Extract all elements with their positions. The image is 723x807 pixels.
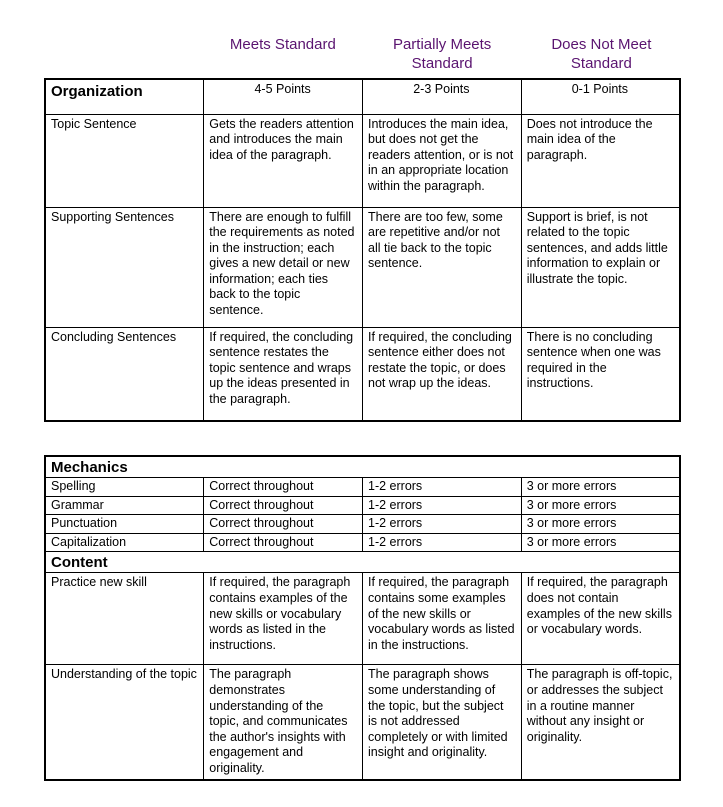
organization-table: [44, 78, 681, 422]
table-row-spelling: [45, 478, 680, 497]
rubric-cell-meets: If required, the paragraph contains examples of the new skills or vocabulary words as listed in the instructions.: [204, 573, 363, 665]
points-cell-does-not: 0-1 Points: [521, 79, 680, 114]
rubric-cell-partially: 1-2 errors: [363, 496, 522, 515]
rubric-cell-meets: Correct throughout: [204, 496, 363, 515]
table-row-content-header: [45, 552, 680, 573]
table-row-organization: [45, 79, 680, 114]
rubric-cell-does-not: 3 or more errors: [521, 533, 680, 552]
criterion-cell: Grammar: [45, 496, 204, 515]
rubric-cell-does-not: Support is brief, is not related to the topic sentences, and adds little information to explain or illustrate the topic.: [521, 207, 680, 327]
criterion-cell: Punctuation: [45, 515, 204, 534]
rubric-cell-partially: 1-2 errors: [363, 478, 522, 497]
points-cell-meets: 4-5 Points: [204, 79, 363, 114]
table-row-practice-new-skill: [45, 573, 680, 665]
table-row-concluding-sentences: [45, 327, 680, 421]
rubric-cell-meets: The paragraph demonstrates understanding of the topic, and communicates the author's insights with engagement and originality.: [204, 665, 363, 780]
rubric-cell-meets: If required, the concluding sentence restates the topic sentence and wraps up the ideas presented in the paragraph.: [204, 327, 363, 421]
rubric-cell-does-not: 3 or more errors: [521, 478, 680, 497]
rubric-cell-partially: There are too few, some are repetitive and/or not all tie back to the topic sentence.: [363, 207, 522, 327]
section-label-organization: Organization: [45, 79, 204, 114]
rubric-cell-partially: 1-2 errors: [363, 533, 522, 552]
table-row-understanding-of-topic: [45, 665, 680, 780]
section-label-mechanics: Mechanics: [45, 456, 680, 478]
table-row-supporting-sentences: [45, 207, 680, 327]
rubric-cell-does-not: 3 or more errors: [521, 515, 680, 534]
criterion-cell: Supporting Sentences: [45, 207, 204, 327]
rubric-cell-meets: Correct throughout: [204, 478, 363, 497]
criterion-cell: Practice new skill: [45, 573, 204, 665]
column-header-does-not-meet-standard: Does Not Meet Standard: [551, 36, 652, 72]
rubric-cell-does-not: There is no concluding sentence when one was required in the instructions.: [521, 327, 680, 421]
rubric-cell-partially: 1-2 errors: [363, 515, 522, 534]
rubric-cell-does-not: If required, the paragraph does not contain examples of the new skills or vocabulary words.: [521, 573, 680, 665]
column-header-partially-meets-standard: Partially Meets Standard: [392, 36, 492, 72]
column-headers: [44, 35, 681, 73]
rubric-cell-does-not: The paragraph is off-topic, or addresses the subject in a routine manner without any insight or originality.: [521, 665, 680, 780]
rubric-cell-partially: The paragraph shows some understanding of the topic, but the subject is not addressed completely or with limited insight and originality.: [363, 665, 522, 780]
rubric-cell-partially: If required, the concluding sentence either does not restate the topic, or does not wrap up the ideas.: [363, 327, 522, 421]
rubric-cell-meets: Gets the readers attention and introduces the main idea of the paragraph.: [204, 114, 363, 207]
rubric-cell-partially: If required, the paragraph contains some examples of the new skills or vocabulary words as listed in the instructions.: [363, 573, 522, 665]
criterion-cell: Spelling: [45, 478, 204, 497]
criterion-cell: Concluding Sentences: [45, 327, 204, 421]
rubric-cell-meets: Correct throughout: [204, 533, 363, 552]
criterion-cell: Topic Sentence: [45, 114, 204, 207]
section-label-content: Content: [45, 552, 680, 573]
table-row-capitalization: [45, 533, 680, 552]
column-header-meets-standard: Meets Standard: [229, 36, 336, 53]
table-row-topic-sentence: [45, 114, 680, 207]
table-row-punctuation: [45, 515, 680, 534]
rubric-cell-meets: Correct throughout: [204, 515, 363, 534]
mechanics-content-table: [44, 455, 681, 781]
points-cell-partially: 2-3 Points: [363, 79, 522, 114]
rubric-cell-meets: There are enough to fulfill the requirements as noted in the instruction; each gives a new detail or new information; each ties back to the topic sentence.: [204, 207, 363, 327]
criterion-cell: Understanding of the topic: [45, 665, 204, 780]
rubric-cell-does-not: Does not introduce the main idea of the paragraph.: [521, 114, 680, 207]
table-row-grammar: [45, 496, 680, 515]
table-row-mechanics-header: [45, 456, 680, 478]
rubric-cell-does-not: 3 or more errors: [521, 496, 680, 515]
criterion-cell: Capitalization: [45, 533, 204, 552]
column-header-spacer: [44, 35, 203, 73]
rubric-cell-partially: Introduces the main idea, but does not get the readers attention, or is not in an appropriate location within the paragraph.: [363, 114, 522, 207]
